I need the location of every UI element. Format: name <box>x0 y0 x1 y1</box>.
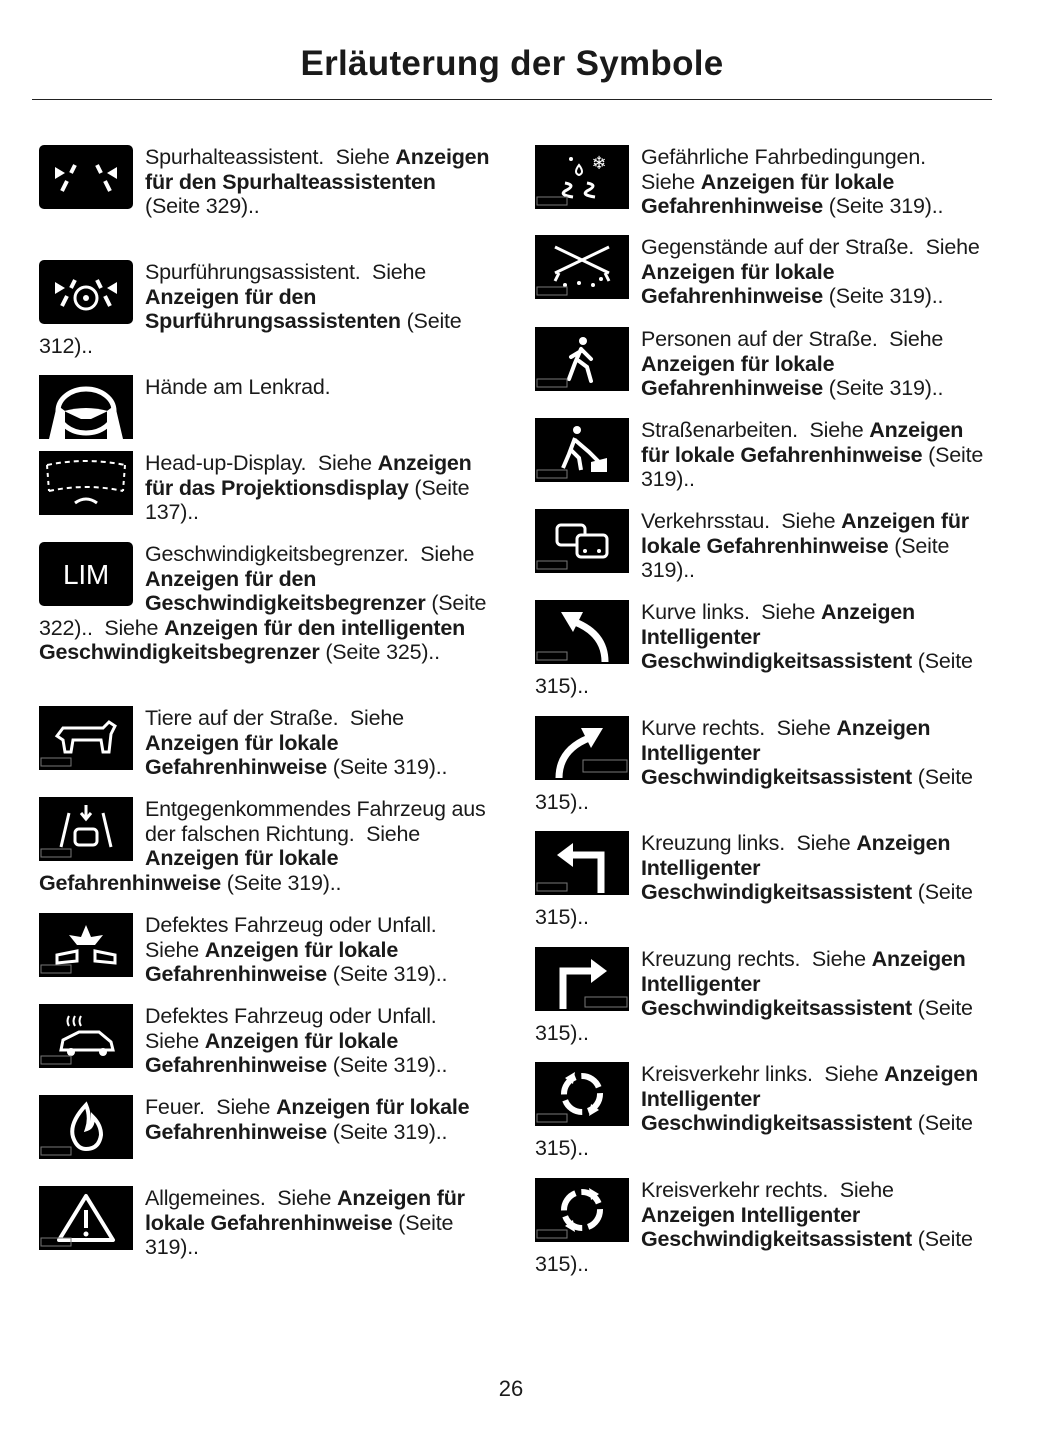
fire-icon <box>39 1095 133 1168</box>
symbol-entry <box>535 716 987 814</box>
symbol-entry <box>39 260 491 358</box>
description-text: Kreuzung links. Siehe <box>641 831 857 855</box>
symbol-entry <box>39 375 491 439</box>
roadworks-icon <box>535 418 629 491</box>
description-text: (Seite 319).. <box>823 284 944 308</box>
description-text: (Seite 315).. <box>535 649 979 698</box>
cross-reference-link[interactable]: Anzeigen für lokale Gefahrenhinweise <box>145 730 345 779</box>
roundabout-left-icon <box>535 1062 629 1135</box>
description-text: Kreisverkehr rechts. Siehe <box>641 1178 900 1202</box>
cross-reference-link[interactable]: Anzeigen für lokale Gefahrenhinweise <box>145 1028 404 1077</box>
symbol-entry <box>39 542 491 665</box>
cross-reference-link[interactable]: Anzeigen für den intelligenten Geschwindigkeitsbegrenzer <box>39 615 471 664</box>
description-text: (Seite 315).. <box>535 996 979 1045</box>
description-text: Defektes Fahrzeug oder Unfall. Siehe <box>145 1004 449 1053</box>
description-text: (Seite 312).. <box>39 309 468 358</box>
description-text: Allgemeines. Siehe <box>145 1186 337 1210</box>
description-text: Geschwindigkeitsbegrenzer. Siehe <box>145 542 481 566</box>
cross-reference-link[interactable]: Anzeigen für lokale Gefahrenhinweise <box>641 509 975 558</box>
cross-reference-link[interactable]: Anzeigen für den Geschwindigkeitsbegrenzer <box>145 566 426 615</box>
symbol-entry <box>535 418 987 492</box>
symbol-entry <box>39 1004 491 1078</box>
objects-on-road-icon <box>535 235 629 308</box>
junction-left-icon <box>535 831 629 904</box>
cross-reference-link[interactable]: Anzeigen für lokale Gefahrenhinweise <box>641 259 841 308</box>
description-text: (Seite 319).. <box>823 194 944 218</box>
symbol-entry <box>535 947 987 1045</box>
svg-text:LIM: LIM <box>62 559 110 590</box>
cross-reference-link[interactable]: Anzeigen für lokale Gefahrenhinweise <box>641 418 970 467</box>
cross-reference-link[interactable]: Anzeigen für lokale Gefahrenhinweise <box>641 169 900 218</box>
roundabout-right-icon <box>535 1178 629 1251</box>
cross-reference-link[interactable]: Anzeigen Intelligenter Geschwindigkeitsassistent <box>641 1202 913 1251</box>
description-text: (Seite 319).. <box>823 376 944 400</box>
broken-vehicle-icon <box>39 1004 133 1077</box>
description-text: (Seite 319).. <box>641 533 956 582</box>
hazardous-conditions-icon <box>535 145 629 218</box>
cross-reference-link[interactable]: Anzeigen Intelligenter Geschwindigkeitsassistent <box>641 600 921 673</box>
cross-reference-link[interactable]: Anzeigen für lokale Gefahrenhinweise <box>145 937 404 986</box>
head-up-display-icon <box>39 451 133 524</box>
description-text: (Seite 315).. <box>535 1111 979 1160</box>
description-text: Head-up-Display. Siehe <box>145 451 378 475</box>
lane-keeping-icon <box>39 145 133 218</box>
hands-on-wheel-icon <box>39 375 133 439</box>
description-text: Kurve rechts. Siehe <box>641 716 837 740</box>
description-text: (Seite 325).. <box>319 640 440 664</box>
symbol-entry <box>535 1062 987 1160</box>
general-warning-icon <box>39 1186 133 1259</box>
description-text: Hände am Lenkrad. <box>145 375 331 399</box>
curve-left-icon <box>535 600 629 673</box>
description-text: (Seite 319).. <box>327 1119 448 1144</box>
symbol-entry <box>535 145 987 219</box>
symbol-entry <box>535 600 987 698</box>
description-text: Gegenstände auf der Straße. Siehe <box>641 235 986 259</box>
description-text: Kreisverkehr links. Siehe <box>641 1062 885 1086</box>
animal-on-road-icon <box>39 706 133 779</box>
cross-reference-link[interactable]: Anzeigen für lokale Gefahrenhinweise <box>39 846 345 895</box>
description-text: Spurführungsassistent. Siehe <box>145 260 432 284</box>
description-text: (Seite 319).. <box>327 755 448 779</box>
description-text: Defektes Fahrzeug oder Unfall. Siehe <box>145 913 449 962</box>
symbol-entry <box>39 706 491 780</box>
description-text: Spurhalteassistent. Siehe <box>145 145 396 169</box>
description-text: (Seite 315).. <box>535 880 979 929</box>
description-text: Straßenarbeiten. Siehe <box>641 418 870 442</box>
pedestrian-icon <box>535 327 629 400</box>
cross-reference-link[interactable]: Anzeigen Intelligenter Geschwindigkeitsassistent <box>641 716 937 789</box>
symbol-entry <box>39 1095 491 1168</box>
symbol-entry <box>535 235 987 309</box>
traffic-jam-icon <box>535 509 629 582</box>
cross-reference-link[interactable]: Anzeigen Intelligenter Geschwindigkeitsassistent <box>641 1062 984 1135</box>
description-text: (Seite 319).. <box>327 1053 448 1077</box>
description-text: Personen auf der Straße. Siehe <box>641 327 949 351</box>
description-text: (Seite 137).. <box>145 475 476 524</box>
cross-reference-link[interactable]: Anzeigen für lokale Gefahrenhinweise <box>145 1095 476 1144</box>
page-number: 26 <box>498 1376 524 1401</box>
symbol-entry <box>535 831 987 929</box>
cross-reference-link[interactable]: Anzeigen für lokale Gefahrenhinweise <box>641 351 841 400</box>
description-text: Tiere auf der Straße. Siehe <box>145 706 410 730</box>
description-text: (Seite 329).. <box>145 169 442 218</box>
cross-reference-link[interactable]: Anzeigen für das Projektionsdisplay <box>145 451 478 500</box>
symbol-entry <box>39 451 491 525</box>
description-text: (Seite 319).. <box>327 962 448 986</box>
description-text: (Seite 319).. <box>145 1210 460 1259</box>
description-text: Kreuzung rechts. Siehe <box>641 947 872 971</box>
symbol-entry <box>535 509 987 583</box>
description-text: (Seite 322).. Siehe <box>39 591 493 640</box>
description-text: Gefährliche Fahrbedingungen. Siehe <box>641 145 938 194</box>
description-text: Kurve links. Siehe <box>641 600 822 624</box>
cross-reference-link[interactable]: Anzeigen Intelligenter Geschwindigkeitsassistent <box>641 831 957 904</box>
junction-right-icon <box>535 947 629 1020</box>
description-text: (Seite 319).. <box>221 870 342 895</box>
symbol-entry <box>39 797 491 895</box>
description-text: (Seite 315).. <box>535 1227 979 1276</box>
symbol-entry <box>535 327 987 401</box>
description-text: (Seite 315).. <box>535 765 979 814</box>
description-text: Verkehrsstau. Siehe <box>641 509 842 533</box>
curve-right-icon <box>535 716 629 789</box>
wrong-way-driver-icon <box>39 797 133 870</box>
symbol-entry <box>39 1186 491 1260</box>
lane-centering-icon <box>39 260 133 333</box>
cross-reference-link[interactable]: Anzeigen für den Spurführungsassistenten <box>145 284 401 333</box>
cross-reference-link[interactable]: Anzeigen für den Spurhalteassistenten <box>145 145 496 194</box>
accident-icon <box>39 913 133 986</box>
description-text: (Seite 319).. <box>641 442 989 491</box>
symbol-entry <box>39 145 496 219</box>
page-title: Erläuterung der Symbole <box>300 44 724 83</box>
symbol-entry <box>39 913 491 987</box>
cross-reference-link[interactable]: Anzeigen Intelligenter Geschwindigkeitsassistent <box>641 947 972 1020</box>
svg-text:❄: ❄ <box>591 153 607 174</box>
cross-reference-link[interactable]: Anzeigen für lokale Gefahrenhinweise <box>145 1186 471 1235</box>
description-text: Feuer. Siehe <box>145 1095 277 1119</box>
symbol-entry <box>535 1178 987 1276</box>
title-divider <box>32 99 992 100</box>
description-text: Entgegenkommendes Fahrzeug aus der falschen Richtung. Siehe <box>145 797 492 846</box>
lim-icon <box>39 542 133 615</box>
